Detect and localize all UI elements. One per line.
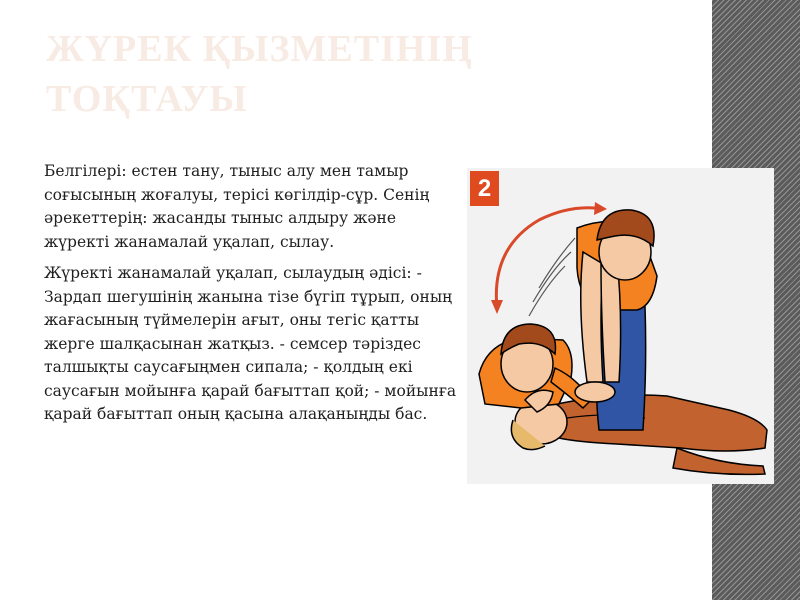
paragraph-symptoms: Белгілері: естен тану, тыныс алу мен тамыр соғысының жоғалуы, терісі көгілдір-сұр. Сенің әрекеттерің: жасанды тыныс алдыру және жүректі жанамалай уқалап, сылау. <box>44 162 430 251</box>
step-number-badge: 2 <box>470 171 499 206</box>
motion-lines <box>529 238 575 316</box>
rescuer-compressing <box>575 210 657 430</box>
slide-body <box>44 160 462 435</box>
cpr-drawing <box>467 168 774 484</box>
cpr-illustration <box>467 168 774 484</box>
rescuer-kneeling <box>479 324 591 412</box>
slide-title: ЖҮРЕК ҚЫЗМЕТІНІҢ ТОҚТАУЫ <box>46 28 473 120</box>
paragraph-method: Жүректі жанамалай уқалап, сылаудың әдісі: - Зардап шегушінің жанына тізе бүгіп тұрып, оның жағасының түймелерін ағыт, оны тегіс қатты жерге шалқасынан жатқыз. - семсер тәріздес талшықты саусағыңмен сипала; - қолдың екі саусағын мойынға қарай бағыттап қой; - мойынға қарай бағыттап оның қасына алақаныңды бас. <box>44 264 457 423</box>
